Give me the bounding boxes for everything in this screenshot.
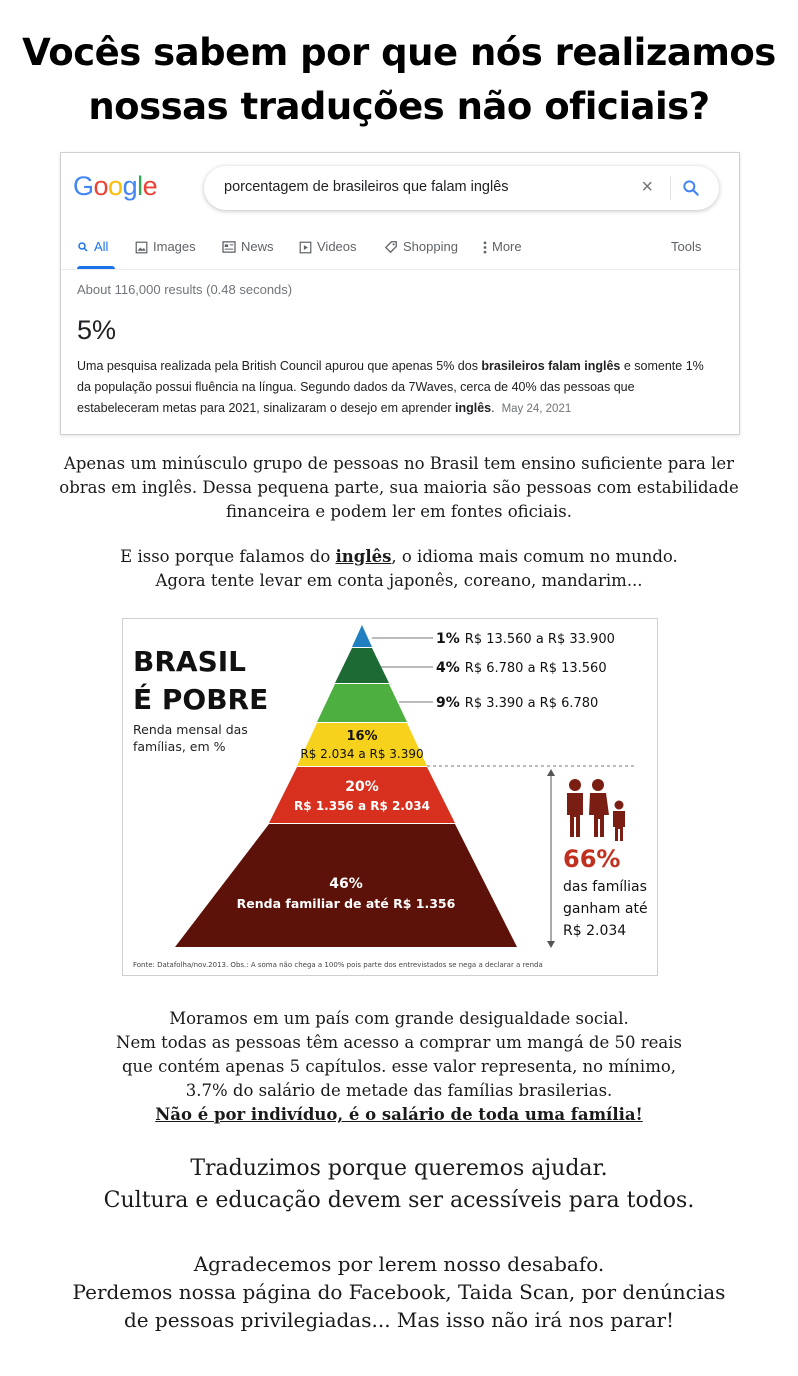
paragraph-line: Nem todas as pessoas têm acesso a comprar um mangá de 50 reais [116,1033,682,1052]
tab-more[interactable] [483,239,522,269]
logo-letter: g [122,171,138,201]
tab-label: Shopping [403,239,458,254]
arrow-up-icon [547,769,555,776]
tab-images[interactable] [135,239,196,269]
close-icon[interactable]: × [641,176,653,198]
tools-button[interactable] [671,239,701,269]
paragraph-line: Apenas um minúsculo grupo de pessoas no Brasil tem ensino suficiente para ler [63,454,735,473]
paragraph-line: que contém apenas 5 capítulos. esse valor representa, no mínimo, [121,1057,677,1076]
snippet-text: . [491,401,495,415]
tools-label: Tools [671,239,702,254]
paragraph-text: E isso porque falamos do [120,547,336,566]
tier-1-layer [352,625,372,647]
tab-videos[interactable] [299,239,357,269]
closing-line: Cultura e educação devem ser acessíveis para todos. [103,1188,695,1213]
tier-4-pct: 16% [346,729,378,744]
featured-answer: 5% [77,315,117,345]
infographic-subtitle-line-1: Renda mensal das [133,722,248,737]
logo-letter: e [142,171,158,201]
headline-line-1: Vocês sabem por que nós realizamos [22,31,776,74]
search-box[interactable] [204,166,719,210]
side-note-line-1: das famílias [563,879,647,895]
google-search-card [60,152,740,435]
tab-label: Images [153,239,196,254]
search-tabs [77,239,727,269]
pyramid-graphic [123,619,657,975]
arrow-down-icon [547,941,555,948]
tier-5-range: R$ 1.356 a R$ 2.034 [294,799,430,813]
logo-letter: o [108,171,123,201]
video-icon [299,241,312,254]
footer-message [0,1250,798,1334]
language-paragraph [0,545,798,593]
closing-statement [0,1153,798,1217]
tag-icon [384,240,398,254]
featured-snippet [77,356,717,420]
more-vert-icon [483,241,487,254]
tier-6-range: Renda familiar de até R$ 1.356 [236,896,456,911]
search-input[interactable]: porcentagem de brasileiros que falam inglês [224,179,509,195]
inequality-paragraph [0,1007,798,1127]
snippet-bold: brasileiros falam inglês [481,359,621,373]
tier-4-range: R$ 2.034 a R$ 3.390 [300,747,424,761]
tab-label: More [492,239,522,254]
logo-letter: G [73,171,94,201]
google-logo[interactable] [73,171,157,202]
paragraph-text: , o idioma mais comum no mundo. [391,547,678,566]
tab-shopping[interactable] [384,239,458,269]
footer-line: Agradecemos por lerem nosso desabafo. [193,1252,605,1276]
paragraph-line: 3.7% do salário de metade das famílias brasilerias. [185,1081,613,1100]
source-note: Fonte: Datafolha/nov.2013. Obs.: A soma não chega a 100% pois parte dos entrevistados se nega a declarar a renda [133,961,543,969]
snippet-date: May 24, 2021 [501,403,572,415]
tier-5-layer [269,767,455,823]
tabs-divider [61,269,739,270]
paragraph-line: Moramos em um país com grande desigualdade social. [169,1009,629,1028]
footer-line: Perdemos nossa página do Facebook, Taida Scan, por denúncias [72,1280,726,1304]
search-icon[interactable] [681,178,701,198]
search-icon [77,241,89,253]
tier-6-pct: 46% [329,876,363,892]
snippet-text: e somente 1% da população possui fluência na língua. Segundo dados da 7Waves, cerca de 40% das pessoas que estabeleceram metas para 2021, sinalizaram o desejo em aprender [77,359,704,415]
underlined-word: inglês [335,547,392,566]
paragraph-line [0,545,798,569]
snippet-bold: inglês [455,401,492,415]
underlined-statement: Não é por indivíduo, é o salário de toda uma família! [155,1105,643,1124]
income-pyramid-infographic [122,618,658,976]
image-icon [135,241,148,254]
footer-line: de pessoas privilegiadas... Mas isso não irá nos parar! [123,1308,675,1332]
news-icon [222,241,236,253]
search-divider [670,176,671,200]
side-note-line-3: R$ 2.034 [563,923,627,939]
result-stats: About 116,000 results (0.48 seconds) [77,282,293,297]
headline [0,26,798,134]
logo-letter: o [93,171,109,201]
infographic-subtitle-line-2: famílias, em % [133,739,226,754]
side-percentage: 66% [563,845,621,873]
tab-label: Videos [317,239,357,254]
headline-line-2: nossas traduções não oficiais? [88,85,710,128]
tab-news[interactable] [222,239,274,269]
paragraph-line: financeira e podem ler em fontes oficiais. [226,502,572,521]
tab-all[interactable] [77,239,115,269]
paragraph-line: Agora tente levar em conta japonês, coreano, mandarim... [155,571,643,590]
family-icon [567,779,625,841]
tab-label: News [241,239,274,254]
logo-letter: l [137,171,143,201]
infographic-title-line-2: É POBRE [133,683,269,716]
tier-3-label: 9% R$ 3.390 a R$ 6.780 [436,695,599,711]
side-note-line-2: ganham até [563,901,648,917]
tier-2-layer [335,648,389,683]
tier-2-label: 4% R$ 6.780 a R$ 13.560 [436,660,607,676]
paragraph-line: obras em inglês. Dessa pequena parte, sua maioria são pessoas com estabilidade [59,478,739,497]
tier-5-pct: 20% [345,779,379,795]
tier-3-layer [317,684,407,722]
tab-label: All [94,239,109,254]
infographic-title-line-1: BRASIL [133,645,246,678]
snippet-text: Uma pesquisa realizada pela British Council apurou que apenas 5% dos [77,359,482,373]
tier-1-label: 1% R$ 13.560 a R$ 33.900 [436,631,615,647]
explanation-paragraph [0,452,798,524]
paragraph-line [0,1103,798,1127]
closing-line: Traduzimos porque queremos ajudar. [190,1156,608,1181]
